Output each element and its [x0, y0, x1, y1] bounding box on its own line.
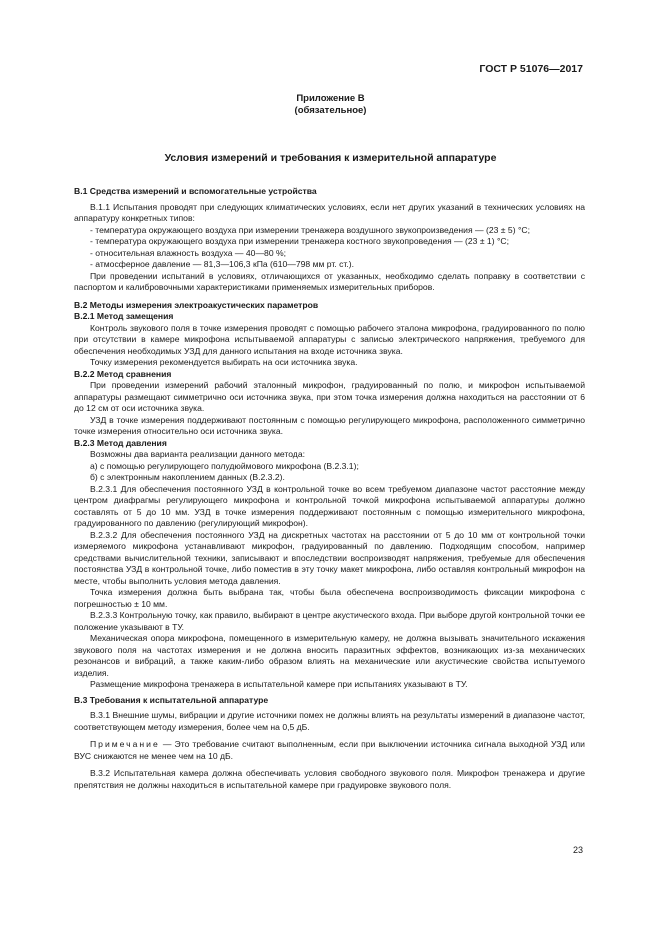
page-number: 23: [572, 845, 583, 855]
paragraph: Возможны два варианта реализации данного метода:: [90, 449, 305, 459]
paragraph: Размещение микрофона тренажера в испытательной камере при испытаниях указывают в ТУ.: [90, 679, 468, 689]
list-item: - температура окружающего воздуха при измерении тренажера воздушного звукопроизведения — (23 ± 5) °С;: [90, 224, 530, 235]
subsection-heading: В.2.3 Метод давления: [74, 437, 167, 448]
paragraph: УЗД в точке измерения поддерживают постоянным с помощью регулирующего микрофона, расположенного симметрично точке измерения относительно оси источника звука.: [74, 414, 585, 436]
list-item: - атмосферное давление — 81,3—106,3 кПа (610—798 мм рт. ст.).: [90, 259, 355, 269]
section-b2-heading: В.2 Методы измерения электроакустических параметров: [74, 299, 319, 310]
section-b1-heading: В.1 Средства измерений и вспомогательные устройства: [74, 186, 317, 196]
appendix-title: Приложение В: [296, 93, 365, 104]
paragraph: В.2.3.2 Для обеспечения постоянного УЗД на дискретных частотах на расстоянии от 5 до 10 мм от контрольной точки измеряемого микрофона устанавливают микрофон, градуированный по давлению. Подходящим способом, например средствами вычислительной техники, записывают и впоследствии воспроизводят напряжения, требуемые для обеспечения постоянства УЗД в контрольной точке, либо поместив в эту точку макет микрофона, либо оставляя контрольный микрофон на месте, чтобы выполнить условия метода давления.: [74, 529, 585, 586]
standard-number: ГОСТ Р 51076—2017: [479, 63, 583, 75]
paragraph: В.3.1 Внешние шумы, вибрации и другие источники помех не должны влиять на результаты измерений в диапазоне частот, соответствующем методу измерения, более чем на 0,5 дБ.: [74, 710, 585, 732]
paragraph: Точку измерения рекомендуется выбирать на оси источника звука.: [90, 357, 358, 367]
paragraph: Точка измерения должна быть выбрана так, чтобы была обеспечена воспроизводимость фиксации микрофона с погрешностью ± 10 мм.: [74, 587, 585, 609]
paragraph: б) с электронным накоплением данных (В.2.3.2).: [90, 472, 285, 482]
appendix-subtitle: (обязательное): [294, 105, 367, 116]
paragraph: В.2.3.3 Контрольную точку, как правило, выбирают в центре акустического входа. При выборе другой контрольной точки ее положение указывают в ТУ.: [74, 610, 585, 632]
subsection-heading: В.2.2 Метод сравнения: [74, 368, 172, 379]
paragraph: В.1.1 Испытания проводят при следующих климатических условиях, если нет других указаний в технических условиях на аппаратуру конкретных типов:: [74, 201, 585, 223]
subsection-heading: В.2.1 Метод замещения: [74, 311, 174, 321]
paragraph: При проведении испытаний в условиях, отличающихся от указанных, необходимо сделать поправку в соответствии с паспортом и калибровочными характеристиками применяемых измерительных приборов.: [74, 270, 585, 292]
list-item: - температура окружающего воздуха при измерении тренажера костного звукопроведения — (23 ± 1) °С;: [90, 236, 509, 246]
list-item: - относительная влажность воздуха — 40—80 %;: [90, 247, 287, 258]
paragraph: В.2.3.1 Для обеспечения постоянного УЗД в контрольной точке во всем требуемом диапазоне частот расстояние между центром диафрагмы регулирующего микрофона и контрольной точкой микрофона испытываемой аппаратуры должно составлять от 5 до 10 мм. УЗД в точке измерения поддерживают постоянным с помощью измерительного микрофона, градуированного по давлению (регулирующий микрофон).: [74, 483, 585, 528]
paragraph: Контроль звукового поля в точке измерения проводят с помощью рабочего эталона микрофона, градуированного по полю при отсутствии в камере микрофона испытываемой аппаратуры с записью электрического напряжения, требуемого для обеспечения необходимых УЗД для данного испытания на входе источника звука.: [74, 322, 585, 356]
note: [74, 739, 585, 762]
paragraph: Механическая опора микрофона, помещенного в измерительную камеру, не должна вызывать значительного искажения звукового поля на частотах измерения и не должна вносить паразитных эффектов, возникающих из-за механических резонансов и вибраций, а также каким-либо образом влиять на механические или акустические свойства испытуемого изделия.: [74, 633, 585, 678]
document-body: [74, 186, 585, 791]
note-text: — Это требование считают выполненным, если при выключении источника сигнала выходной УЗД или ВУС снижаются не менее чем на 10 дБ.: [74, 739, 585, 761]
note-label: Примечание: [90, 739, 160, 749]
paragraph: В.3.2 Испытательная камера должна обеспечивать условия свободного звукового поля. Микрофон тренажера и другие препятствия не должны находиться в испытательной камере при градуировке звукового поля.: [74, 768, 585, 790]
main-title: Условия измерений и требования к измерительной аппаратуре: [164, 152, 497, 164]
section-b3-heading: В.3 Требования к испытательной аппаратуре: [74, 694, 269, 705]
paragraph: При проведении измерений рабочий эталонный микрофон, градуированный по полю, и микрофон испытываемой аппаратуры размещают симметрично оси источника звука, при этом точка измерения должна находиться на расстоянии от 6 до 12 см от оси источника звука.: [74, 380, 585, 413]
paragraph: а) с помощью регулирующего полудюймового микрофона (В.2.3.1);: [90, 460, 359, 471]
